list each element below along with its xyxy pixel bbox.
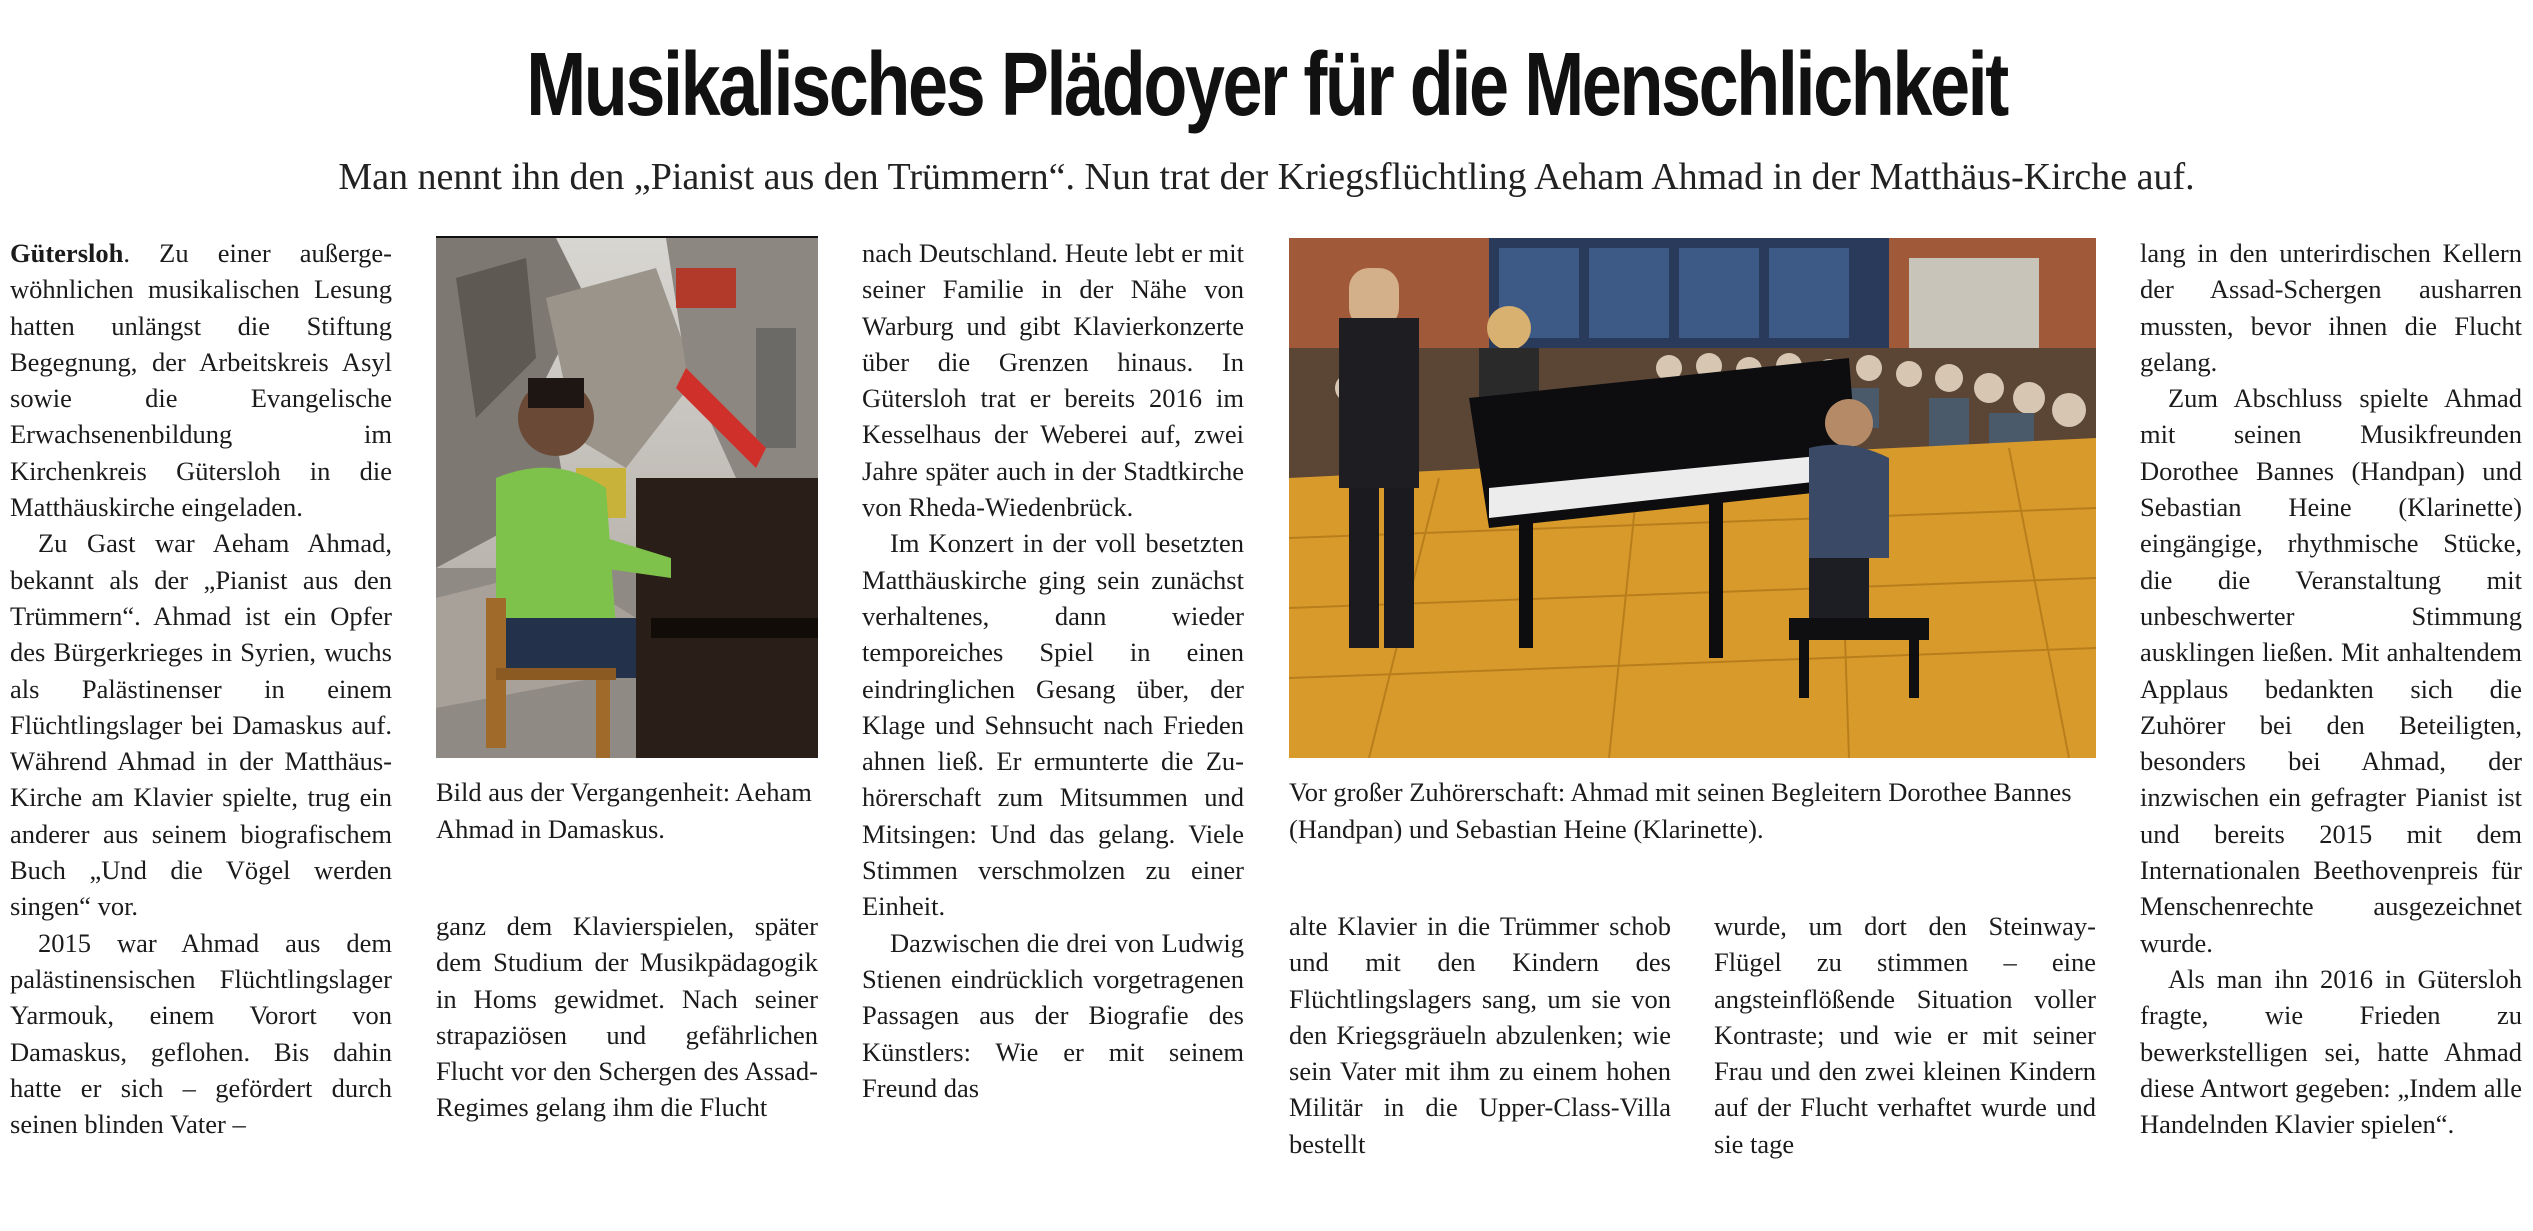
photo-concert	[1289, 238, 2096, 758]
article-column-4	[1289, 908, 1671, 1162]
article-subheadline: Man nennt ihn den „Pianist aus den Trümmern“. Nun trat der Kriegsflüchtling Aeham Ahmad in der Matthäus-Kirche auf.	[338, 156, 2195, 198]
photo-concert-illustration	[1289, 238, 2096, 758]
article-paragraph: Dazwischen die drei von Ludwig Stienen eindrücklich vorgetragenen Passagen aus der Biografie des Künstlers: Wie er mit seinem Freund das	[862, 927, 1244, 1103]
article-column-5	[1714, 908, 2096, 1162]
article-column-2	[436, 908, 818, 1126]
article-paragraph: wurde, um dort den Steinway-Flügel zu stimmen – eine angsteinflößende Situation voller Kontraste; und wie er mit seiner Frau und den zwei kleinen Kindern auf der Flucht verhaftet wurde und sie tage	[1714, 911, 2096, 1159]
article-paragraph: 2015 war Ahmad aus dem palästinensischen Flüchtlingslager Yarmouk, einem Vorort von Damaskus, geflohen. Bis dahin hatte er sich – gefördert durch seinen blinden Vater –	[10, 927, 392, 1140]
article-paragraph: ganz dem Klavierspielen, später dem Studium der Musikpädagogik in Homs gewidmet. Nach seiner strapaziösen und gefährlichen Flucht vor den Schergen des Assad-Regimes gelang ihm die Flucht	[436, 911, 818, 1123]
article-paragraph: Gütersloh. Zu einer außergewöhnlichen musikalischen Lesung hatten unlängst die Stiftung Begegnung, der Arbeitskreis Asyl sowie die Evangelische Erwachsenenbildung im Kirchenkreis Gütersloh in die Matthäuskirche eingeladen.	[10, 238, 392, 523]
article-paragraph: Zum Abschluss spielte Ahmad mit seinen Musikfreunden Dorothee Bannes (Handpan) und Sebastian Heine (Klarinette) eingängige, rhythmische Stücke, die die Veranstaltung mit unbeschwerter Stimmung ausklingen ließen. Mit anhaltendem Applaus bedankten sich die Zuhörer bei den Beteiligten, besonders bei Ahmad, der inzwischen ein gefragter Pianist ist und bereits 2015 mit dem Internationalen Beethovenpreis für Menschenrechte ausgezeichnet wurde.	[2140, 383, 2522, 958]
article-column-6	[2140, 235, 2522, 1142]
photo-caption: Vor großer Zuhörerschaft: Ahmad mit seinen Begleitern Dorothee Bannes (Handpan) und Sebastian Heine (Klarinette).	[1289, 777, 2072, 844]
article-paragraph: Als man ihn 2016 in Gütersloh fragte, wie Frieden zu bewerkstelligen sei, hatte Ahmad diese Antwort gegeben: „Indem alle Handelnden Klavier spielen“.	[2140, 963, 2522, 1140]
article-column-3	[862, 235, 1244, 1106]
article-paragraph: lang in den unterirdischen Kellern der Assad-Schergen ausharren mussten, bevor ihnen die Flucht gelang.	[2140, 238, 2522, 377]
article-paragraph: alte Klavier in die Trümmer schob und mit den Kindern des Flüchtlingslagers sang, um sie von den Kriegsgräueln abzulenken; wie sein Vater mit ihm zu einem hohen Militär in die Upper-Class-Villa bestellt	[1289, 911, 1671, 1159]
photo-pianist-in-ruins	[436, 238, 818, 758]
article-headline: Musikalisches Plädoyer für die Menschlichkeit	[526, 35, 2007, 135]
dateline: Gütersloh	[10, 238, 124, 268]
photo-pianist-in-ruins-illustration	[436, 238, 818, 758]
article-paragraph: Zu Gast war Aeham Ahmad, bekannt als der „Pianist aus den Trümmern“. Ahmad ist ein Opfer des Bürgerkrieges in Syrien, wuchs als Palästinenser in einem Flüchtlingslager bei Damaskus auf. Während Ahmad in der Matthäus-Kirche am Klavier spielte, trug ein anderer aus seinem biografischem Buch „Und die Vögel werden singen“ vor.	[10, 528, 392, 922]
article-column-1	[10, 235, 392, 1142]
article-paragraph: Im Konzert in der voll besetzten Matthäuskirche ging sein zunächst verhaltenes, dann wieder temporeiches Spiel in einen eindringlichen Gesang über, der Klage und Sehnsucht nach Frieden ahnen ließ. Er ermunterte die Zuhörerschaft zum Mitsummen und Mitsingen: Und das gelang. Viele Stimmen verschmolzen zu einer Einheit.	[862, 528, 1244, 922]
article-paragraph: nach Deutschland. Heute lebt er mit seiner Familie in der Nähe von Warburg und gibt Klavierkonzerte über die Grenzen hinaus. In Gütersloh trat er bereits 2016 im Kesselhaus der Weberei auf, zwei Jahre später auch in der Stadtkirche von Rheda-Wiedenbrück.	[862, 238, 1244, 523]
photo-caption: Bild aus der Vergangenheit: Aeham Ahmad in Damaskus.	[436, 777, 812, 844]
